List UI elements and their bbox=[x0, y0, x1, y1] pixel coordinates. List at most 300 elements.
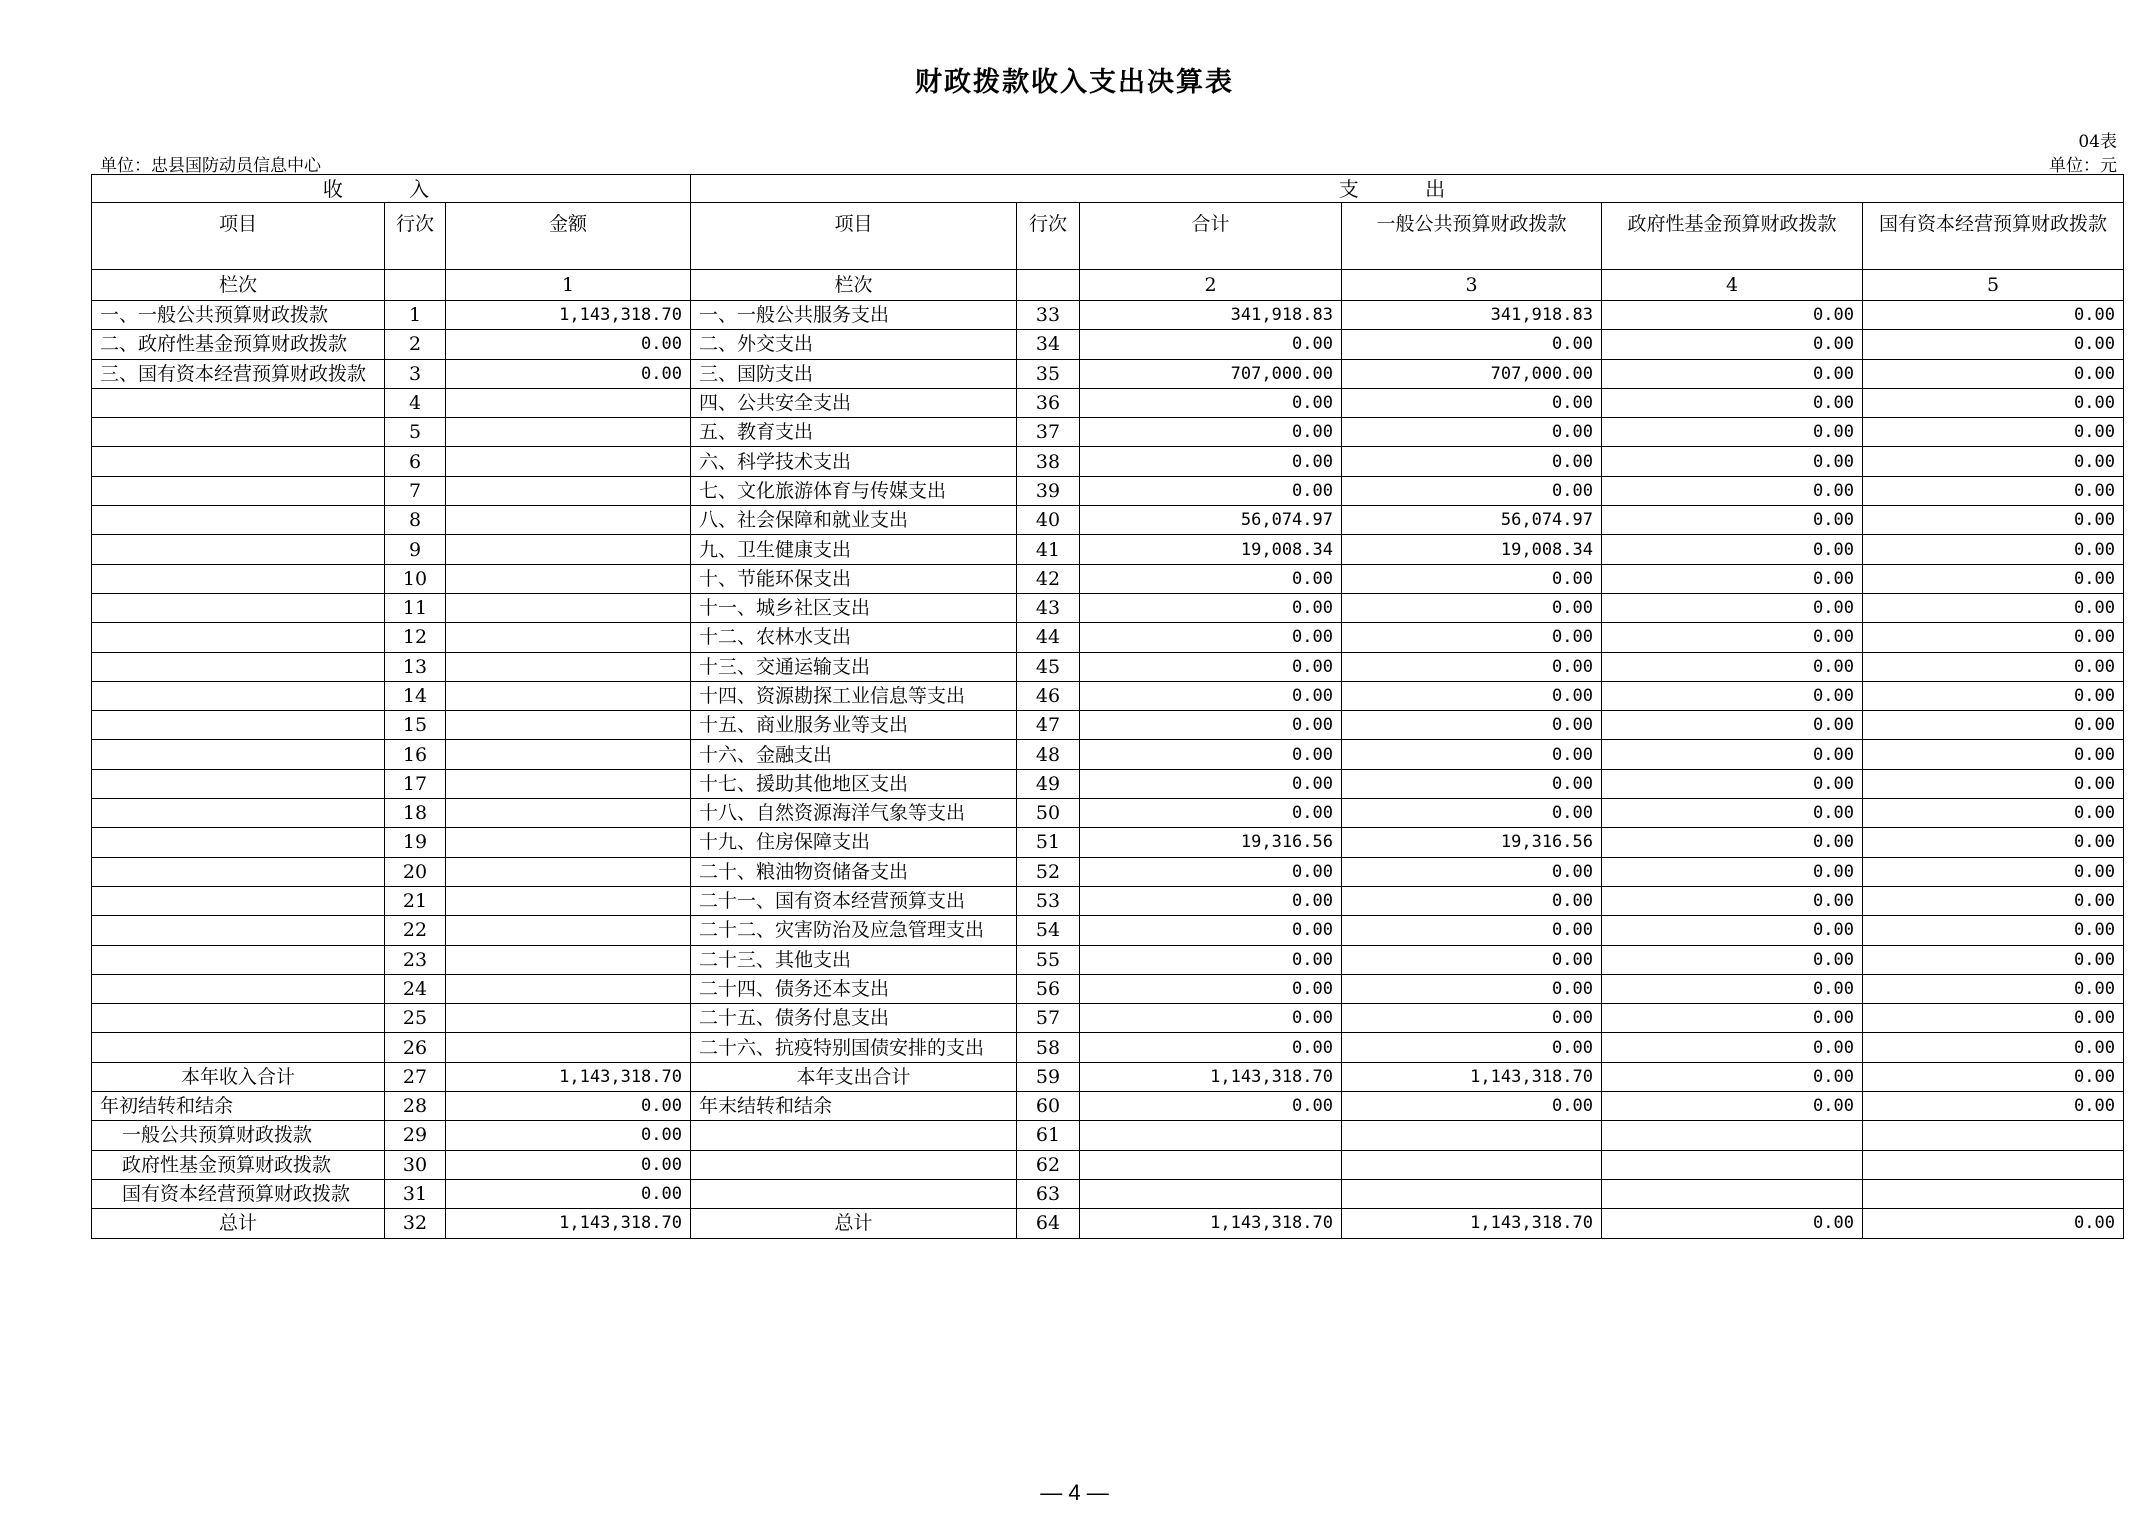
col-header-item: 项目 bbox=[92, 203, 385, 270]
expense-item: 十、节能环保支出 bbox=[691, 564, 1017, 593]
income-item: 二、政府性基金预算财政拨款 bbox=[92, 330, 385, 359]
expense-general: 19,008.34 bbox=[1342, 535, 1602, 564]
income-amount bbox=[446, 1004, 691, 1033]
expense-gov-fund: 0.00 bbox=[1602, 681, 1863, 710]
expense-total: 0.00 bbox=[1080, 974, 1342, 1003]
expense-state-capital: 0.00 bbox=[1863, 945, 2124, 974]
expense-state-capital: 0.00 bbox=[1863, 974, 2124, 1003]
income-item bbox=[92, 974, 385, 1003]
expense-general: 0.00 bbox=[1342, 593, 1602, 622]
income-amount bbox=[446, 593, 691, 622]
expense-gov-fund: 0.00 bbox=[1602, 1092, 1863, 1121]
col-label2: 栏次 bbox=[691, 270, 1017, 301]
expense-state-capital: 0.00 bbox=[1863, 857, 2124, 886]
income-line-no: 3 bbox=[385, 359, 446, 388]
expense-total: 0.00 bbox=[1080, 447, 1342, 476]
col-label-empty bbox=[385, 270, 446, 301]
table-row bbox=[92, 506, 2124, 535]
expense-line-no: 37 bbox=[1017, 418, 1080, 447]
table-row bbox=[92, 1121, 2124, 1150]
income-item bbox=[92, 1033, 385, 1062]
expense-total: 0.00 bbox=[1080, 652, 1342, 681]
expense-gov-fund: 0.00 bbox=[1602, 301, 1863, 330]
table-row bbox=[92, 388, 2124, 417]
expense-line-no: 36 bbox=[1017, 388, 1080, 417]
expense-total: 0.00 bbox=[1080, 1092, 1342, 1121]
income-amount bbox=[446, 506, 691, 535]
expense-general: 0.00 bbox=[1342, 418, 1602, 447]
expense-state-capital: 0.00 bbox=[1863, 1062, 2124, 1091]
expense-total: 0.00 bbox=[1080, 711, 1342, 740]
expense-line-no: 55 bbox=[1017, 945, 1080, 974]
expense-gov-fund: 0.00 bbox=[1602, 447, 1863, 476]
expense-state-capital: 0.00 bbox=[1863, 769, 2124, 798]
table-row bbox=[92, 769, 2124, 798]
expense-general: 0.00 bbox=[1342, 476, 1602, 505]
expense-line-no: 45 bbox=[1017, 652, 1080, 681]
income-line-no: 23 bbox=[385, 945, 446, 974]
table-row bbox=[92, 1209, 2124, 1238]
expense-item: 总计 bbox=[691, 1209, 1017, 1238]
income-line-no: 17 bbox=[385, 769, 446, 798]
expense-line-no: 38 bbox=[1017, 447, 1080, 476]
income-amount: 0.00 bbox=[446, 1150, 691, 1179]
income-amount: 1,143,318.70 bbox=[446, 301, 691, 330]
expense-gov-fund: 0.00 bbox=[1602, 711, 1863, 740]
expense-total: 0.00 bbox=[1080, 740, 1342, 769]
income-line-no: 25 bbox=[385, 1004, 446, 1033]
expense-line-no: 41 bbox=[1017, 535, 1080, 564]
expense-total: 0.00 bbox=[1080, 1033, 1342, 1062]
income-item bbox=[92, 623, 385, 652]
income-amount bbox=[446, 564, 691, 593]
income-item bbox=[92, 652, 385, 681]
expense-total: 0.00 bbox=[1080, 388, 1342, 417]
expense-total: 0.00 bbox=[1080, 476, 1342, 505]
expense-line-no: 58 bbox=[1017, 1033, 1080, 1062]
table-row bbox=[92, 1062, 2124, 1091]
expense-item: 十四、资源勘探工业信息等支出 bbox=[691, 681, 1017, 710]
expense-general: 0.00 bbox=[1342, 945, 1602, 974]
expense-total: 1,143,318.70 bbox=[1080, 1209, 1342, 1238]
income-line-no: 12 bbox=[385, 623, 446, 652]
expense-general: 0.00 bbox=[1342, 564, 1602, 593]
expense-general: 0.00 bbox=[1342, 740, 1602, 769]
col-label-empty2 bbox=[1017, 270, 1080, 301]
table-row bbox=[92, 593, 2124, 622]
expense-state-capital: 0.00 bbox=[1863, 623, 2124, 652]
expense-item: 十三、交通运输支出 bbox=[691, 652, 1017, 681]
table-row bbox=[92, 916, 2124, 945]
expense-general: 0.00 bbox=[1342, 1004, 1602, 1033]
table-row bbox=[92, 301, 2124, 330]
income-amount: 0.00 bbox=[446, 359, 691, 388]
income-amount bbox=[446, 1033, 691, 1062]
expense-item: 十八、自然资源海洋气象等支出 bbox=[691, 799, 1017, 828]
income-line-no: 6 bbox=[385, 447, 446, 476]
income-amount bbox=[446, 447, 691, 476]
income-item bbox=[92, 711, 385, 740]
expense-gov-fund: 0.00 bbox=[1602, 535, 1863, 564]
expense-item: 二十一、国有资本经营预算支出 bbox=[691, 886, 1017, 915]
appropriation-table bbox=[91, 174, 2124, 1239]
expense-state-capital: 0.00 bbox=[1863, 506, 2124, 535]
income-amount bbox=[446, 945, 691, 974]
income-amount bbox=[446, 974, 691, 1003]
table-row bbox=[92, 447, 2124, 476]
table-row bbox=[92, 886, 2124, 915]
income-item bbox=[92, 828, 385, 857]
income-amount: 0.00 bbox=[446, 1092, 691, 1121]
expense-item: 十二、农林水支出 bbox=[691, 623, 1017, 652]
table-row bbox=[92, 1179, 2124, 1208]
expense-gov-fund: 0.00 bbox=[1602, 1062, 1863, 1091]
income-line-no: 7 bbox=[385, 476, 446, 505]
expense-item: 二、外交支出 bbox=[691, 330, 1017, 359]
expense-item: 七、文化旅游体育与传媒支出 bbox=[691, 476, 1017, 505]
table-row bbox=[92, 945, 2124, 974]
income-item bbox=[92, 769, 385, 798]
expense-general: 0.00 bbox=[1342, 1033, 1602, 1062]
table-row bbox=[92, 857, 2124, 886]
expense-item: 十六、金融支出 bbox=[691, 740, 1017, 769]
income-line-no: 16 bbox=[385, 740, 446, 769]
expense-gov-fund: 0.00 bbox=[1602, 857, 1863, 886]
income-amount bbox=[446, 857, 691, 886]
expense-total: 0.00 bbox=[1080, 623, 1342, 652]
expense-item: 二十、粮油物资储备支出 bbox=[691, 857, 1017, 886]
expense-general bbox=[1342, 1121, 1602, 1150]
table-row bbox=[92, 535, 2124, 564]
table-row bbox=[92, 1092, 2124, 1121]
expense-item bbox=[691, 1150, 1017, 1179]
expense-line-no: 39 bbox=[1017, 476, 1080, 505]
table-row bbox=[92, 1150, 2124, 1179]
expense-state-capital: 0.00 bbox=[1863, 799, 2124, 828]
expense-general: 0.00 bbox=[1342, 769, 1602, 798]
income-line-no: 27 bbox=[385, 1062, 446, 1091]
expense-gov-fund: 0.00 bbox=[1602, 1209, 1863, 1238]
table-row bbox=[92, 740, 2124, 769]
expense-general: 0.00 bbox=[1342, 623, 1602, 652]
expense-item: 二十二、灾害防治及应急管理支出 bbox=[691, 916, 1017, 945]
unit-currency: 单位：元 bbox=[2049, 156, 2117, 176]
expense-total: 19,008.34 bbox=[1080, 535, 1342, 564]
income-amount bbox=[446, 799, 691, 828]
expense-state-capital: 0.00 bbox=[1863, 652, 2124, 681]
table-row bbox=[92, 1004, 2124, 1033]
expense-gov-fund: 0.00 bbox=[1602, 564, 1863, 593]
income-item: 国有资本经营预算财政拨款 bbox=[92, 1179, 385, 1208]
expense-gov-fund: 0.00 bbox=[1602, 916, 1863, 945]
income-item: 年初结转和结余 bbox=[92, 1092, 385, 1121]
income-item bbox=[92, 564, 385, 593]
col-header-line-no: 行次 bbox=[385, 203, 446, 270]
col-header-line-no2: 行次 bbox=[1017, 203, 1080, 270]
expense-total: 0.00 bbox=[1080, 564, 1342, 593]
income-item bbox=[92, 506, 385, 535]
expense-line-no: 59 bbox=[1017, 1062, 1080, 1091]
expense-line-no: 35 bbox=[1017, 359, 1080, 388]
expense-general: 0.00 bbox=[1342, 916, 1602, 945]
income-line-no: 21 bbox=[385, 886, 446, 915]
col-index-3: 3 bbox=[1342, 270, 1602, 301]
expense-general: 0.00 bbox=[1342, 447, 1602, 476]
expense-gov-fund: 0.00 bbox=[1602, 506, 1863, 535]
expense-gov-fund: 0.00 bbox=[1602, 359, 1863, 388]
expense-state-capital: 0.00 bbox=[1863, 711, 2124, 740]
income-amount bbox=[446, 535, 691, 564]
income-item bbox=[92, 418, 385, 447]
expense-total: 0.00 bbox=[1080, 418, 1342, 447]
expense-gov-fund bbox=[1602, 1179, 1863, 1208]
expense-item: 八、社会保障和就业支出 bbox=[691, 506, 1017, 535]
income-amount bbox=[446, 652, 691, 681]
expense-state-capital: 0.00 bbox=[1863, 681, 2124, 710]
expense-item: 二十三、其他支出 bbox=[691, 945, 1017, 974]
expense-total: 56,074.97 bbox=[1080, 506, 1342, 535]
income-line-no: 18 bbox=[385, 799, 446, 828]
income-line-no: 30 bbox=[385, 1150, 446, 1179]
table-number: 04表 bbox=[2078, 132, 2117, 152]
expense-gov-fund: 0.00 bbox=[1602, 418, 1863, 447]
expense-gov-fund bbox=[1602, 1121, 1863, 1150]
expense-state-capital: 0.00 bbox=[1863, 330, 2124, 359]
expense-line-no: 40 bbox=[1017, 506, 1080, 535]
expense-item: 本年支出合计 bbox=[691, 1062, 1017, 1091]
expense-item: 四、公共安全支出 bbox=[691, 388, 1017, 417]
expense-state-capital: 0.00 bbox=[1863, 886, 2124, 915]
expense-gov-fund: 0.00 bbox=[1602, 974, 1863, 1003]
expense-gov-fund: 0.00 bbox=[1602, 476, 1863, 505]
table-row bbox=[92, 799, 2124, 828]
income-item bbox=[92, 886, 385, 915]
expense-line-no: 50 bbox=[1017, 799, 1080, 828]
expense-state-capital: 0.00 bbox=[1863, 476, 2124, 505]
income-item bbox=[92, 1004, 385, 1033]
income-item bbox=[92, 945, 385, 974]
expense-gov-fund: 0.00 bbox=[1602, 652, 1863, 681]
income-line-no: 19 bbox=[385, 828, 446, 857]
expense-line-no: 51 bbox=[1017, 828, 1080, 857]
expense-line-no: 61 bbox=[1017, 1121, 1080, 1150]
expense-line-no: 64 bbox=[1017, 1209, 1080, 1238]
income-line-no: 1 bbox=[385, 301, 446, 330]
col-header-gov-fund: 政府性基金预算财政拨款 bbox=[1602, 203, 1863, 270]
expense-total: 0.00 bbox=[1080, 916, 1342, 945]
expense-gov-fund: 0.00 bbox=[1602, 388, 1863, 417]
income-item: 一、一般公共预算财政拨款 bbox=[92, 301, 385, 330]
expense-general: 0.00 bbox=[1342, 330, 1602, 359]
table-row bbox=[92, 974, 2124, 1003]
expense-total: 0.00 bbox=[1080, 799, 1342, 828]
expense-gov-fund: 0.00 bbox=[1602, 740, 1863, 769]
expense-gov-fund: 0.00 bbox=[1602, 623, 1863, 652]
expense-gov-fund: 0.00 bbox=[1602, 769, 1863, 798]
expense-item: 二十五、债务付息支出 bbox=[691, 1004, 1017, 1033]
expense-item: 六、科学技术支出 bbox=[691, 447, 1017, 476]
table-row bbox=[92, 476, 2124, 505]
income-amount bbox=[446, 388, 691, 417]
expense-item: 一、一般公共服务支出 bbox=[691, 301, 1017, 330]
expense-item: 五、教育支出 bbox=[691, 418, 1017, 447]
unit-name: 单位：忠县国防动员信息中心 bbox=[100, 156, 321, 176]
expense-state-capital bbox=[1863, 1179, 2124, 1208]
col-header-state-capital: 国有资本经营预算财政拨款 bbox=[1863, 203, 2124, 270]
expense-general: 0.00 bbox=[1342, 974, 1602, 1003]
expense-state-capital: 0.00 bbox=[1863, 740, 2124, 769]
income-line-no: 31 bbox=[385, 1179, 446, 1208]
expense-state-capital: 0.00 bbox=[1863, 1033, 2124, 1062]
expense-line-no: 42 bbox=[1017, 564, 1080, 593]
income-item: 一般公共预算财政拨款 bbox=[92, 1121, 385, 1150]
col-index-1: 1 bbox=[446, 270, 691, 301]
expense-line-no: 53 bbox=[1017, 886, 1080, 915]
income-amount bbox=[446, 623, 691, 652]
expense-state-capital: 0.00 bbox=[1863, 1209, 2124, 1238]
income-amount: 0.00 bbox=[446, 1121, 691, 1150]
income-line-no: 32 bbox=[385, 1209, 446, 1238]
income-amount bbox=[446, 828, 691, 857]
income-line-no: 20 bbox=[385, 857, 446, 886]
expense-state-capital bbox=[1863, 1150, 2124, 1179]
col-header-amount: 金额 bbox=[446, 203, 691, 270]
expense-general: 0.00 bbox=[1342, 799, 1602, 828]
income-amount bbox=[446, 916, 691, 945]
expense-state-capital: 0.00 bbox=[1863, 388, 2124, 417]
income-item bbox=[92, 681, 385, 710]
page-number: — 4 — bbox=[1040, 1480, 1109, 1505]
income-item: 政府性基金预算财政拨款 bbox=[92, 1150, 385, 1179]
expense-line-no: 49 bbox=[1017, 769, 1080, 798]
income-item: 总计 bbox=[92, 1209, 385, 1238]
expense-item: 十五、商业服务业等支出 bbox=[691, 711, 1017, 740]
col-header-general: 一般公共预算财政拨款 bbox=[1342, 203, 1602, 270]
expense-state-capital: 0.00 bbox=[1863, 1004, 2124, 1033]
expense-general bbox=[1342, 1150, 1602, 1179]
expense-item: 十七、援助其他地区支出 bbox=[691, 769, 1017, 798]
expense-gov-fund: 0.00 bbox=[1602, 1033, 1863, 1062]
expense-item: 九、卫生健康支出 bbox=[691, 535, 1017, 564]
expense-state-capital: 0.00 bbox=[1863, 301, 2124, 330]
expense-general: 341,918.83 bbox=[1342, 301, 1602, 330]
income-line-no: 29 bbox=[385, 1121, 446, 1150]
expense-gov-fund: 0.00 bbox=[1602, 593, 1863, 622]
table-row bbox=[92, 623, 2124, 652]
expense-general: 56,074.97 bbox=[1342, 506, 1602, 535]
expense-line-no: 52 bbox=[1017, 857, 1080, 886]
expense-general: 0.00 bbox=[1342, 857, 1602, 886]
income-item bbox=[92, 535, 385, 564]
expense-line-no: 33 bbox=[1017, 301, 1080, 330]
col-index-2: 2 bbox=[1080, 270, 1342, 301]
expense-total: 19,316.56 bbox=[1080, 828, 1342, 857]
expense-item: 十九、住房保障支出 bbox=[691, 828, 1017, 857]
expense-line-no: 60 bbox=[1017, 1092, 1080, 1121]
table-row bbox=[92, 652, 2124, 681]
expense-line-no: 56 bbox=[1017, 974, 1080, 1003]
expense-total: 0.00 bbox=[1080, 769, 1342, 798]
expense-total: 0.00 bbox=[1080, 945, 1342, 974]
income-item bbox=[92, 799, 385, 828]
expense-general: 0.00 bbox=[1342, 652, 1602, 681]
income-amount bbox=[446, 769, 691, 798]
expense-gov-fund: 0.00 bbox=[1602, 799, 1863, 828]
income-item bbox=[92, 740, 385, 769]
income-amount bbox=[446, 476, 691, 505]
expense-general: 0.00 bbox=[1342, 711, 1602, 740]
expense-general bbox=[1342, 1179, 1602, 1208]
income-line-no: 10 bbox=[385, 564, 446, 593]
income-item bbox=[92, 916, 385, 945]
expense-gov-fund bbox=[1602, 1150, 1863, 1179]
expense-general: 0.00 bbox=[1342, 681, 1602, 710]
income-line-no: 11 bbox=[385, 593, 446, 622]
expense-line-no: 47 bbox=[1017, 711, 1080, 740]
expense-state-capital bbox=[1863, 1121, 2124, 1150]
income-line-no: 28 bbox=[385, 1092, 446, 1121]
expense-item: 三、国防支出 bbox=[691, 359, 1017, 388]
expense-item: 二十六、抗疫特别国债安排的支出 bbox=[691, 1033, 1017, 1062]
expense-general: 1,143,318.70 bbox=[1342, 1062, 1602, 1091]
expense-state-capital: 0.00 bbox=[1863, 418, 2124, 447]
income-amount: 0.00 bbox=[446, 330, 691, 359]
expense-total bbox=[1080, 1121, 1342, 1150]
expense-general: 0.00 bbox=[1342, 1092, 1602, 1121]
table-row bbox=[92, 1033, 2124, 1062]
expense-general: 0.00 bbox=[1342, 886, 1602, 915]
expense-line-no: 62 bbox=[1017, 1150, 1080, 1179]
expense-state-capital: 0.00 bbox=[1863, 828, 2124, 857]
expense-line-no: 57 bbox=[1017, 1004, 1080, 1033]
expense-line-no: 34 bbox=[1017, 330, 1080, 359]
expense-gov-fund: 0.00 bbox=[1602, 886, 1863, 915]
expense-line-no: 44 bbox=[1017, 623, 1080, 652]
expense-line-no: 63 bbox=[1017, 1179, 1080, 1208]
table-row bbox=[92, 418, 2124, 447]
income-item bbox=[92, 593, 385, 622]
expense-line-no: 43 bbox=[1017, 593, 1080, 622]
expense-header: 支 出 bbox=[691, 175, 2124, 203]
col-index-5: 5 bbox=[1863, 270, 2124, 301]
expense-line-no: 54 bbox=[1017, 916, 1080, 945]
income-amount: 0.00 bbox=[446, 1179, 691, 1208]
income-line-no: 24 bbox=[385, 974, 446, 1003]
expense-general: 707,000.00 bbox=[1342, 359, 1602, 388]
table-row bbox=[92, 564, 2124, 593]
expense-item: 十一、城乡社区支出 bbox=[691, 593, 1017, 622]
expense-total bbox=[1080, 1150, 1342, 1179]
expense-gov-fund: 0.00 bbox=[1602, 945, 1863, 974]
expense-line-no: 48 bbox=[1017, 740, 1080, 769]
income-item: 本年收入合计 bbox=[92, 1062, 385, 1091]
income-line-no: 4 bbox=[385, 388, 446, 417]
table-row bbox=[92, 330, 2124, 359]
expense-general: 0.00 bbox=[1342, 388, 1602, 417]
expense-total: 0.00 bbox=[1080, 330, 1342, 359]
income-item bbox=[92, 476, 385, 505]
table-row bbox=[92, 711, 2124, 740]
expense-total bbox=[1080, 1179, 1342, 1208]
income-line-no: 8 bbox=[385, 506, 446, 535]
expense-total: 0.00 bbox=[1080, 1004, 1342, 1033]
income-item bbox=[92, 388, 385, 417]
expense-state-capital: 0.00 bbox=[1863, 593, 2124, 622]
expense-gov-fund: 0.00 bbox=[1602, 828, 1863, 857]
income-header: 收 入 bbox=[92, 175, 691, 203]
income-line-no: 13 bbox=[385, 652, 446, 681]
expense-line-no: 46 bbox=[1017, 681, 1080, 710]
